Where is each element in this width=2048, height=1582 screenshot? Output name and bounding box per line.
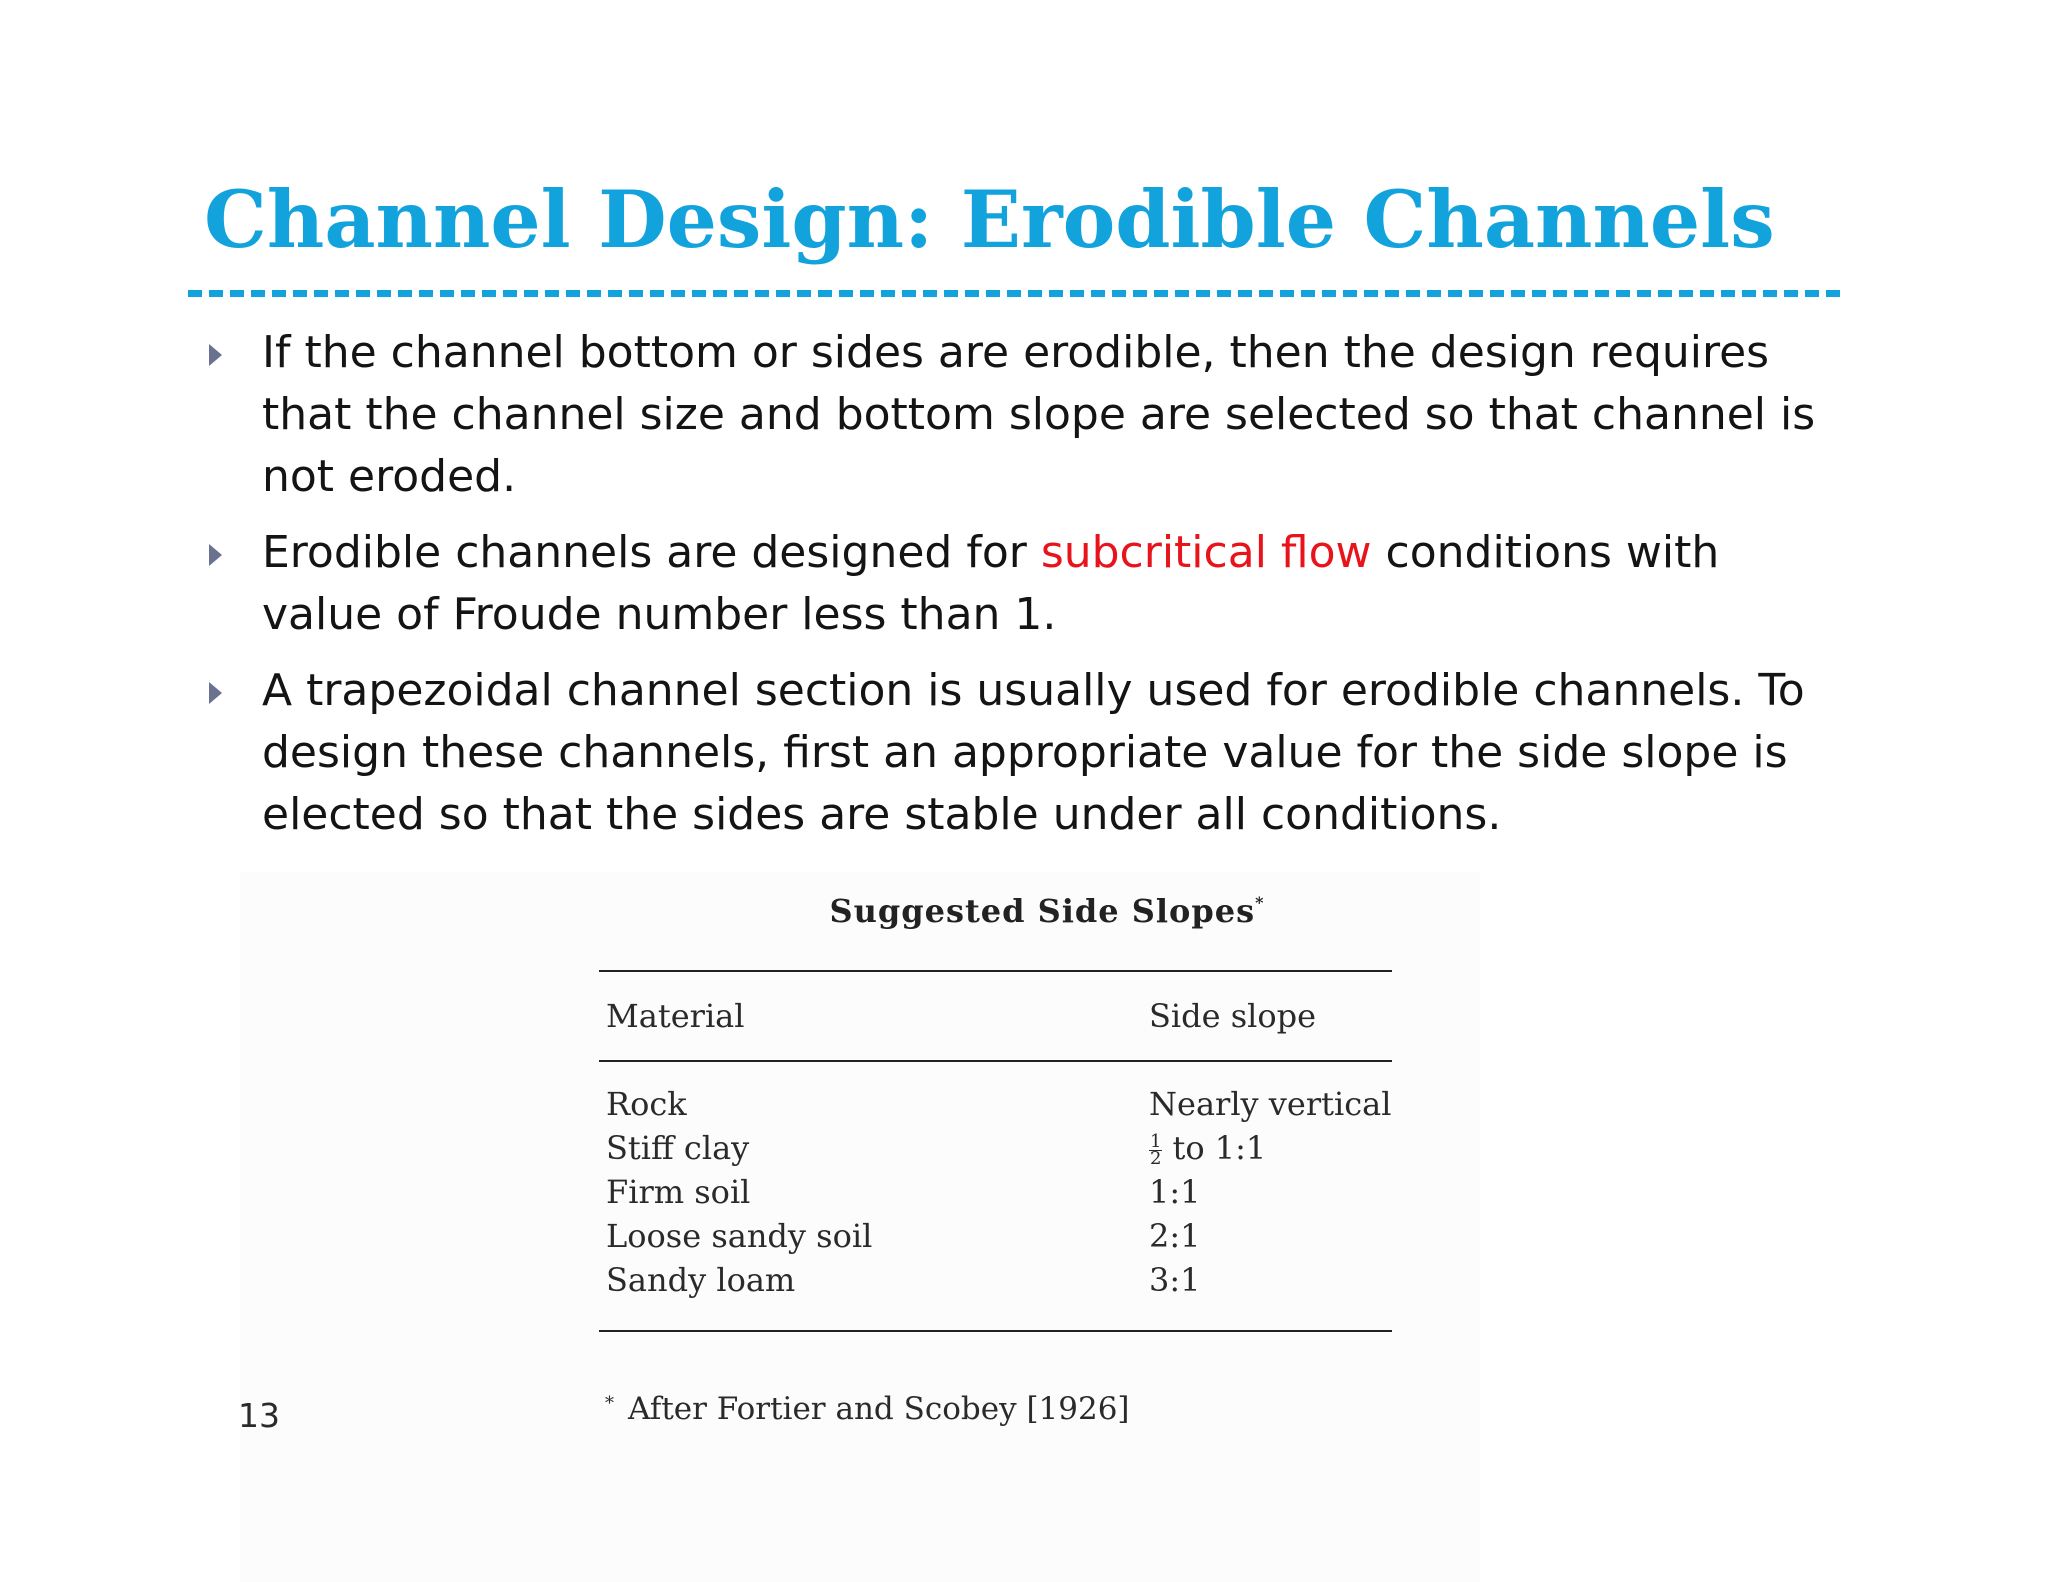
table-caption [0,892,2048,930]
bullet-item-3 [205,660,1845,846]
footnote-mark: * [605,1393,614,1414]
material-cell: Rock [606,1085,687,1123]
side-slopes-table [599,970,1392,1332]
bullet-text: If the channel bottom or sides are erodible, then the design requires that the channel size and bottom slope are selected so that channel is not eroded. [262,327,1816,502]
side-slope-cell: Nearly vertical [1149,1085,1392,1123]
material-cell: Loose sandy soil [606,1217,873,1255]
material-cell: Sandy loam [606,1261,796,1299]
bullet-text: A trapezoidal channel section is usually used for erodible channels. To design these channels, first an appropriate value for the side slope is elected so that the sides are stable under all conditions. [262,665,1805,840]
bullet-list [205,322,1845,860]
table-row [599,1061,1392,1126]
column-header-material: Material [606,997,745,1035]
fraction-denominator: 2 [1150,1148,1162,1169]
highlighted-term: subcritical flow [1040,527,1372,578]
material-cell: Firm soil [606,1173,751,1211]
fraction-numerator: 1 [1150,1131,1162,1152]
side-slope-cell: 2:1 [1149,1217,1201,1255]
table-footnote [605,1391,1130,1427]
caption-footnote-mark: * [1255,893,1265,912]
side-slope-cell: 1:1 [1149,1173,1201,1211]
table-row [599,1258,1392,1331]
footnote-text: After Fortier and Scobey [1926] [628,1391,1130,1427]
page-number: 13 [238,1396,280,1435]
triangle-bullet-icon [209,682,222,704]
table-caption-text: Suggested Side Slopes [829,892,1256,930]
bullet-item-2 [205,522,1845,646]
material-cell: Stiff clay [606,1129,750,1167]
triangle-bullet-icon [209,544,222,566]
column-header-side-slope: Side slope [1149,997,1317,1035]
title-divider [188,290,1840,297]
fraction-one-half [1149,1131,1162,1169]
bullet-item-1 [205,322,1845,508]
triangle-bullet-icon [209,344,222,366]
slide-title: Channel Design: Erodible Channels [204,173,1775,266]
bullet-text-start: Erodible channels are designed for [262,527,1041,578]
side-slope-cell: 3:1 [1149,1261,1201,1299]
side-slope-text: to 1:1 [1172,1129,1267,1167]
table-row [599,1214,1392,1258]
table-row [599,1126,1392,1170]
table-row [599,1170,1392,1214]
bullet-text-end: conditions with value of Froude number less than 1. [262,527,1720,640]
table-header-row [599,971,1392,1061]
side-slope-cell [1149,1126,1392,1170]
